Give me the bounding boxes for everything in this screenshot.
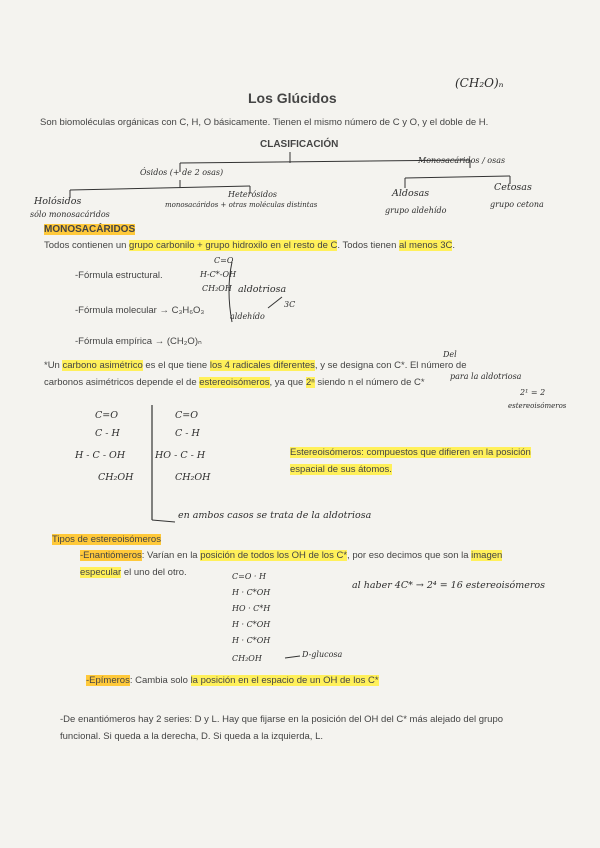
- glucosa-label: D-glucosa: [302, 650, 343, 659]
- mol-left-3: H - C - OH: [75, 450, 126, 461]
- estereoisomeros-definition: Estereoisómeros: compuestos que difieren en la posición espacial de sus átomos.: [290, 447, 531, 475]
- clasificacion-heading: CLASIFICACIÓN: [260, 139, 339, 150]
- note-formula: 2¹ = 2: [520, 388, 546, 397]
- glucosa-6: CH₂OH: [232, 654, 262, 663]
- mol-right-2: C - H: [175, 428, 200, 439]
- cetosas-label: Cetosas: [494, 182, 532, 193]
- heterosidos-label: Heterósidos: [228, 190, 278, 199]
- carbono-line-2: carbonos asimétricos depende el de estereoisómeros, ya que 2ⁿ siendo n el número de C*: [44, 377, 425, 388]
- holosidos-label: Holósidos: [34, 196, 82, 207]
- enantiomeros-line-1: -Enantiómeros: Varían en la posición de todos los OH de los C*, por eso decimos que son la imagen: [80, 550, 503, 561]
- epimeros-line: -Epímeros: Cambia solo la posición en el espacio de un OH de los C*: [86, 675, 379, 686]
- aldehido-note: aldehído: [230, 312, 265, 321]
- glucosa-3: HO · C*H: [232, 604, 271, 613]
- molecules-caption: en ambos casos se trata de la aldotriosa: [178, 510, 372, 521]
- osidos-label: Ósidos (+ de 2 osas): [140, 168, 224, 177]
- glucosa-note: al haber 4C* → 2⁴ = 16 estereoisómeros: [352, 580, 546, 591]
- footer-line-1: -De enantiómeros hay 2 series: D y L. Hay que fijarse en la posición del OH del C* más alejado del grupo: [60, 714, 504, 725]
- holosidos-note: sólo monosacáridos: [30, 210, 110, 219]
- note-del: Del: [443, 350, 457, 359]
- glucosa-2: H · C*OH: [232, 588, 271, 597]
- glucosa-5: H · C*OH: [232, 636, 271, 645]
- title-annotation: (CH₂O)ₙ: [455, 76, 504, 90]
- mol-left-4: CH₂OH: [98, 472, 134, 483]
- monosacaridos-heading: MONOSACÁRIDOS: [44, 224, 136, 235]
- note-para-aldotriosa: para la aldotriosa: [450, 372, 522, 381]
- footer-line-2: funcional. Si queda a la derecha, D. Si queda a la izquierda, L.: [60, 731, 324, 742]
- struct-bot: CH₂OH: [202, 284, 232, 293]
- tipos-heading: Tipos de estereoisómeros: [52, 534, 161, 545]
- carbono-line-1: *Un carbono asimétrico es el que tiene los 4 radicales diferentes, y se designa con C*. El número de: [44, 360, 467, 371]
- mol-right-1: C=O: [175, 410, 199, 421]
- cetosas-note: grupo cetona: [490, 200, 544, 209]
- struct-mid: H-C*-OH: [200, 270, 237, 279]
- glucosa-4: H · C*OH: [232, 620, 271, 629]
- mol-left-1: C=O: [95, 410, 119, 421]
- enantiomeros-line-2: especular el uno del otro.: [80, 567, 187, 578]
- mol-left-2: C - H: [95, 428, 120, 439]
- aldosas-label: Aldosas: [392, 188, 430, 199]
- note-estereoisomeros: estereoisómeros: [508, 402, 567, 410]
- monosacaridos-osas-label: Monosacáridos / osas: [418, 156, 506, 165]
- heterosidos-note: monosacáridos + otras moléculas distintas: [165, 201, 318, 209]
- mol-right-4: CH₂OH: [175, 472, 211, 483]
- glucosa-1: C=O · H: [232, 572, 266, 581]
- 3c-note: 3C: [284, 300, 296, 309]
- aldosas-note: grupo aldehído: [385, 206, 447, 215]
- struct-top: C=O: [214, 256, 234, 265]
- formula-estructural-label: -Fórmula estructural.: [75, 270, 163, 281]
- monosacaridos-line: Todos contienen un grupo carbonilo + grupo hidroxilo en el resto de C. Todos tienen al menos 3C.: [44, 240, 455, 251]
- formula-molecular-line: -Fórmula molecular → C₃H₆O₃: [75, 305, 205, 316]
- intro-text: Son biomoléculas orgánicas con C, H, O básicamente. Tienen el mismo número de C y O, y el doble de H.: [40, 117, 489, 128]
- page-title: Los Glúcidos: [248, 90, 337, 106]
- aldotriosa-note: aldotriosa: [238, 284, 287, 295]
- formula-empirica-line: -Fórmula empírica → (CH₂O)ₙ: [75, 336, 202, 347]
- mol-right-3: HO - C - H: [155, 450, 206, 461]
